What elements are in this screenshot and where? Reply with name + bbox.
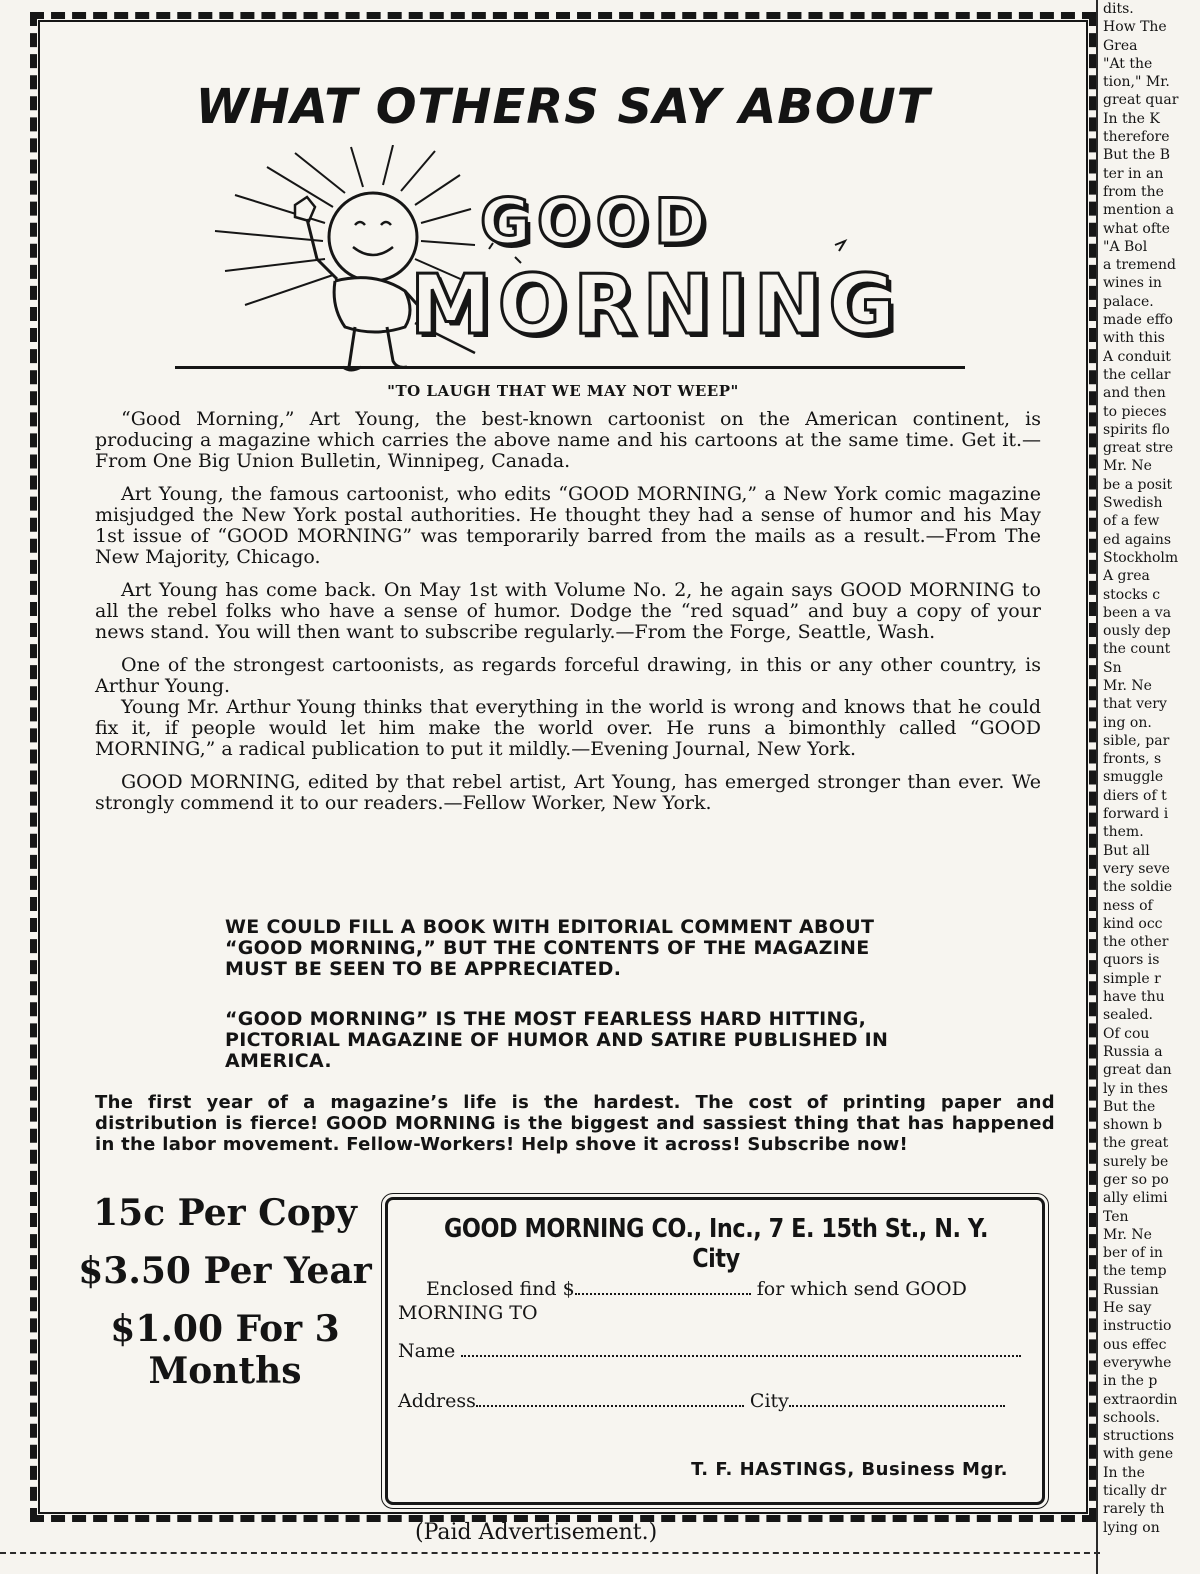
masthead-good: GOOD <box>480 185 712 258</box>
column-line: a tremend <box>1103 257 1176 274</box>
column-line: ger so po <box>1103 1172 1169 1188</box>
column-line: schools. <box>1103 1409 1161 1426</box>
masthead-morning: MORNING <box>410 258 902 353</box>
column-line: Swedish <box>1103 495 1163 512</box>
column-line: tically dr <box>1103 1483 1167 1500</box>
quote-one-big-union: “Good Morning,” Art Young, the best-known cartoonist on the American continent, is producing a magazine which carries the above name and his cartoons at the same time. Get it.—From One Big Union Bulletin, Winnipeg, Canada. <box>95 408 1041 472</box>
column-line: sealed. <box>1103 1007 1153 1024</box>
price-per-copy: 15c Per Copy <box>93 1192 357 1234</box>
price-three-months: $1.00 For 3 Months <box>110 1308 340 1392</box>
column-line: lying on <box>1103 1519 1160 1536</box>
amount-field[interactable] <box>575 1279 751 1295</box>
page-bottom-rule <box>0 1552 1100 1554</box>
column-line: Mr. Ne <box>1103 1226 1152 1243</box>
name-label: Name <box>398 1340 456 1362</box>
column-line: ing on. <box>1103 714 1152 731</box>
column-line: structions <box>1103 1428 1175 1445</box>
column-line: the soldie <box>1103 879 1173 896</box>
column-line: In the K <box>1103 110 1160 127</box>
column-line: But the B <box>1103 147 1171 164</box>
column-line: He say <box>1103 1300 1152 1317</box>
column-line: and then <box>1103 385 1166 402</box>
column-line: Ten <box>1103 1208 1129 1225</box>
column-line: In the <box>1103 1464 1145 1481</box>
column-line: ally elimi <box>1103 1190 1168 1207</box>
coupon-name-row <box>398 1340 1032 1362</box>
statement-most-fearless: “GOOD MORNING” IS THE MOST FEARLESS HARD HITTING, PICTORIAL MAGAZINE OF HUMOR AND SATIRE PUBLISHED IN AMERICA. <box>225 1008 889 1072</box>
coupon-address-row <box>398 1390 1032 1412</box>
column-line: everywhe <box>1103 1354 1172 1371</box>
column-line: Mr. Ne <box>1103 458 1152 475</box>
column-line: ly in thes <box>1103 1080 1168 1097</box>
column-line: Sn <box>1103 659 1122 676</box>
column-line: been a va <box>1103 604 1172 621</box>
column-line: from the <box>1103 183 1164 200</box>
paid-advertisement-note: (Paid Advertisement.) <box>415 1520 658 1545</box>
column-line: be a posit <box>1103 476 1173 493</box>
column-line: instructio <box>1103 1318 1172 1335</box>
column-line: dits. <box>1103 1 1134 17</box>
column-line: of a few <box>1103 513 1160 530</box>
enclosed-line-2: MORNING TO <box>398 1302 538 1324</box>
coupon-title: GOOD MORNING CO., Inc., 7 E. 15th St., N. Y. City <box>443 1214 989 1274</box>
column-line: ber of in <box>1103 1245 1163 1262</box>
column-line: But all <box>1103 842 1150 859</box>
column-line: that very <box>1103 696 1167 713</box>
column-line: rarely th <box>1103 1501 1165 1518</box>
column-line: great stre <box>1103 440 1174 457</box>
business-manager: T. F. HASTINGS, Business Mgr. <box>691 1459 1008 1480</box>
column-line: Russian <box>1103 1281 1159 1298</box>
column-line: tion," Mr. <box>1103 74 1170 91</box>
column-line: extraordin <box>1103 1391 1178 1408</box>
city-field[interactable] <box>789 1391 1005 1407</box>
column-line: How The <box>1103 19 1167 36</box>
press-quotes <box>95 409 1041 826</box>
column-rule <box>1096 0 1098 1574</box>
column-line: ness of <box>1103 897 1153 914</box>
column-line: mention a <box>1103 202 1174 219</box>
column-line: very seve <box>1103 860 1170 877</box>
masthead <box>175 145 965 377</box>
advertisement-box <box>30 12 1096 1522</box>
coupon-enclosed-row <box>398 1278 1032 1300</box>
column-line: the other <box>1103 934 1169 951</box>
column-line: spirits flo <box>1103 421 1170 438</box>
city-label: City <box>749 1390 789 1412</box>
quote-strongest-cartoonist: One of the strongest cartoonists, as regards forceful drawing, in this or any other country, is Arthur Young. <box>95 654 1041 697</box>
column-line: forward i <box>1103 806 1169 823</box>
quote-evening-journal: Young Mr. Arthur Young thinks that everything in the world is wrong and knows that he could fix it, if people would let him make the world over. He runs a bimonthly called “GOOD MORNING,” a radical publication to put it mildly.—Evening Journal, New York. <box>95 696 1041 760</box>
column-line: Of cou <box>1103 1025 1150 1042</box>
name-field[interactable] <box>461 1341 1021 1357</box>
price-per-year: $3.50 Per Year <box>78 1250 372 1292</box>
statement-subscribe-now: The first year of a magazine’s life is the hardest. The cost of printing paper and distribution is fierce! GOOD MORNING is the biggest and sassiest thing that has happened in the labor movement. Fellow-Workers! Help shove it across! Subscribe now! <box>95 1092 1055 1155</box>
column-line: ously dep <box>1103 623 1171 640</box>
column-line: what ofte <box>1103 220 1170 237</box>
column-line: the cellar <box>1103 366 1171 383</box>
column-line: Russia a <box>1103 1043 1163 1060</box>
column-line: shown b <box>1103 1117 1163 1134</box>
column-line: But the <box>1103 1098 1156 1115</box>
column-line: made effo <box>1103 312 1173 329</box>
column-line: with this <box>1103 330 1165 347</box>
column-line: with gene <box>1103 1446 1174 1463</box>
column-line: fronts, s <box>1103 751 1162 768</box>
column-line: ter in an <box>1103 165 1164 182</box>
column-line: them. <box>1103 824 1144 841</box>
column-line: have thu <box>1103 989 1165 1006</box>
column-line: kind occ <box>1103 915 1163 932</box>
quote-fellow-worker: GOOD MORNING, edited by that rebel artist, Art Young, has emerged stronger than ever. We strongly commend it to our readers.—Fellow Worker, New York. <box>95 771 1041 814</box>
column-line: A grea <box>1103 568 1150 585</box>
column-line: the great <box>1103 1135 1169 1152</box>
column-line: quors is <box>1103 952 1160 969</box>
price-list <box>75 1192 375 1408</box>
address-label: Address <box>398 1390 476 1412</box>
adjacent-column-text <box>1103 0 1200 1574</box>
column-line: Stockholm <box>1103 549 1179 566</box>
column-line: the temp <box>1103 1263 1167 1280</box>
quote-new-majority: Art Young, the famous cartoonist, who edits “GOOD MORNING,” a New York comic magazine misjudged the New York postal authorities. He thought they had a sense of humor and his May 1st issue of “GOOD MORNING” was temporarily barred from the mails as a result.—From The New Majority, Chicago. <box>95 483 1041 568</box>
column-line: simple r <box>1103 970 1161 987</box>
column-line: great quar <box>1103 92 1179 109</box>
column-line: therefore <box>1103 129 1170 146</box>
enclosed-suffix: for which send GOOD <box>756 1278 967 1300</box>
column-line: ed agains <box>1103 531 1172 548</box>
quote-forge: Art Young has come back. On May 1st with Volume No. 2, he again says GOOD MORNING to all the rebel folks who have a sense of humor. Dodge the “red squad” and buy a copy of your news stand. You will then want to subscribe regularly.—From the Forge, Seattle, Wash. <box>95 579 1041 643</box>
enclosed-label: Enclosed find $ <box>426 1278 575 1300</box>
statement-editorial-comment: WE COULD FILL A BOOK WITH EDITORIAL COMMENT ABOUT “GOOD MORNING,” BUT THE CONTENTS OF THE MAGAZINE MUST BE SEEN TO BE APPRECIATED. <box>225 916 875 980</box>
motto: "TO LAUGH THAT WE MAY NOT WEEP" <box>387 382 739 400</box>
column-line: "A Bol <box>1103 238 1148 255</box>
column-line: smuggle <box>1103 769 1164 786</box>
subscription-coupon <box>385 1197 1045 1505</box>
masthead-rule <box>175 366 965 369</box>
column-line: sible, par <box>1103 732 1170 749</box>
column-line: stocks c <box>1103 586 1161 603</box>
column-line: diers of t <box>1103 787 1167 804</box>
column-line: the count <box>1103 641 1171 658</box>
column-line: in the p <box>1103 1373 1158 1390</box>
column-line: "At the <box>1103 55 1153 72</box>
column-line: Grea <box>1103 37 1138 54</box>
column-line: wines in <box>1103 275 1162 292</box>
address-field[interactable] <box>476 1391 744 1407</box>
column-line: A conduit <box>1103 348 1171 365</box>
headline: WHAT OTHERS SAY ABOUT <box>195 79 931 135</box>
column-line: surely be <box>1103 1153 1169 1170</box>
column-line: Mr. Ne <box>1103 677 1152 694</box>
column-line: ous effec <box>1103 1336 1167 1353</box>
column-line: palace. <box>1103 293 1154 310</box>
column-line: great dan <box>1103 1062 1172 1079</box>
column-line: to pieces <box>1103 403 1167 420</box>
